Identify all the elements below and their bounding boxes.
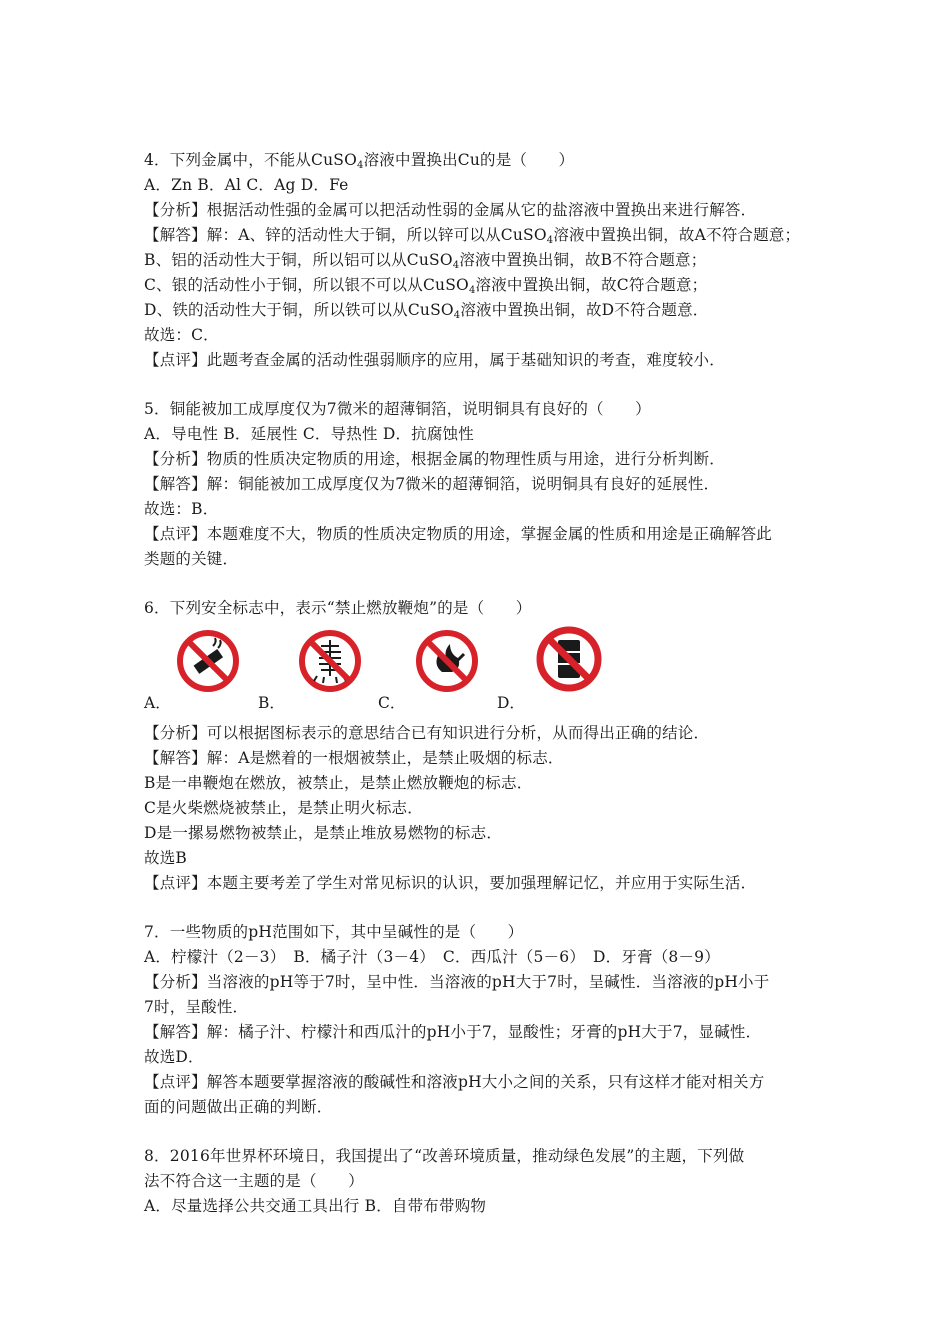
q6-choice: 故选B [144,849,187,867]
no-flammables-stacking-sign-icon [534,624,604,694]
q5-analysis: 【分析】物质的性质决定物质的用途，根据金属的物理性质与用途，进行分析判断． [144,450,725,468]
q6-option-a-label: A． [144,694,171,712]
q6-answer-b: B是一串鞭炮在燃放，被禁止，是禁止燃放鞭炮的标志． [144,774,533,792]
q4-answer-b: B、铝的活动性大于铜，所以铝可以从CuSO$_4$溶液中置换出铜，故B不符合题意； [144,251,707,271]
q6-option-c-label: C． [378,694,406,712]
no-firecrackers-sign-icon [297,628,363,694]
no-smoking-sign-icon [175,628,241,694]
q7-analysis-line2: 7时，呈酸性． [144,998,249,1016]
q6-option-b-label: B． [258,694,285,712]
q6-answer-d: D是一摞易燃物被禁止，是禁止堆放易燃物的标志． [144,824,503,842]
q8-stem-line2: 法不符合这一主题的是（ ） [144,1172,364,1190]
q8-options: A．尽量选择公共交通工具出行 B．自带布带购物 [144,1197,487,1215]
q7-answer: 【解答】解：橘子汁、柠檬汁和西瓜汁的pH小于7，显酸性；牙膏的pH大于7，显碱性． [144,1023,762,1041]
q6-option-d-label: D． [497,694,525,712]
q5-comment-line1: 【点评】本题难度不大，物质的性质决定物质的用途，掌握金属的性质和用途是正确解答此 [144,525,773,543]
q5-stem: 5．铜能被加工成厚度仅为7微米的超薄铜箔，说明铜具有良好的（ ） [144,400,651,418]
q5-answer: 【解答】解：铜能被加工成厚度仅为7微米的超薄铜箔，说明铜具有良好的延展性． [144,475,720,493]
q5-comment-line2: 类题的关键． [144,550,239,568]
q7-comment-line1: 【点评】解答本题要掌握溶液的酸碱性和溶液pH大小之间的关系，只有这样才能对相关方 [144,1073,765,1091]
q6-comment: 【点评】本题主要考差了学生对常见标识的认识，要加强理解记忆，并应用于实际生活． [144,874,757,892]
q4-answer-d: D、铁的活动性大于铜，所以铁可以从CuSO$_4$溶液中置换出铜，故D不符合题意． [144,301,709,321]
q8-stem-line1: 8．2016年世界杯环境日，我国提出了“改善环境质量，推动绿色发展”的主题，下列做 [144,1147,745,1165]
q4-comment: 【点评】此题考查金属的活动性强弱顺序的应用，属于基础知识的考查，难度较小． [144,351,725,369]
q6-stem: 6．下列安全标志中，表示“禁止燃放鞭炮”的是（ ） [144,599,532,617]
q7-stem: 7．一些物质的pH范围如下，其中呈碱性的是（ ） [144,923,524,941]
q4-answer-a: 【解答】解：A、锌的活动性大于铜，所以锌可以从CuSO$_4$溶液中置换出铜，故A不符合题意； [144,226,801,246]
q6-analysis: 【分析】可以根据图标表示的意思结合已有知识进行分析，从而得出正确的结论． [144,724,710,742]
q7-analysis-line1: 【分析】当溶液的pH等于7时，呈中性．当溶液的pH大于7时，呈碱性．当溶液的pH小于 [144,973,770,991]
q6-answer-c: C是火柴燃烧被禁止，是禁止明火标志． [144,799,423,817]
q7-choice: 故选D． [144,1048,204,1066]
q7-options: A．柠檬汁（2－3） B．橘子汁（3－4） C．西瓜汁（5－6） D．牙膏（8－9） [144,948,720,966]
q4-analysis: 【分析】根据活动性强的金属可以把活动性弱的金属从它的盐溶液中置换出来进行解答． [144,201,757,219]
no-open-flame-sign-icon [414,628,480,694]
q6-answer-a: 【解答】解：A是燃着的一根烟被禁止，是禁止吸烟的标志． [144,749,564,767]
q5-choice: 故选：B． [144,500,219,518]
q4-stem: 4．下列金属中，不能从CuSO$_4$溶液中置换出Cu的是（ ） [144,151,575,171]
q4-options: A．Zn B．Al C．Ag D．Fe [144,176,349,194]
q4-choice: 故选：C． [144,326,219,344]
q5-options: A．导电性 B．延展性 C．导热性 D．抗腐蚀性 [144,425,474,443]
q4-answer-c: C、银的活动性小于铜，所以银不可以从CuSO$_4$溶液中置换出铜，故C符合题意； [144,276,708,296]
q7-comment-line2: 面的问题做出正确的判断． [144,1098,333,1116]
